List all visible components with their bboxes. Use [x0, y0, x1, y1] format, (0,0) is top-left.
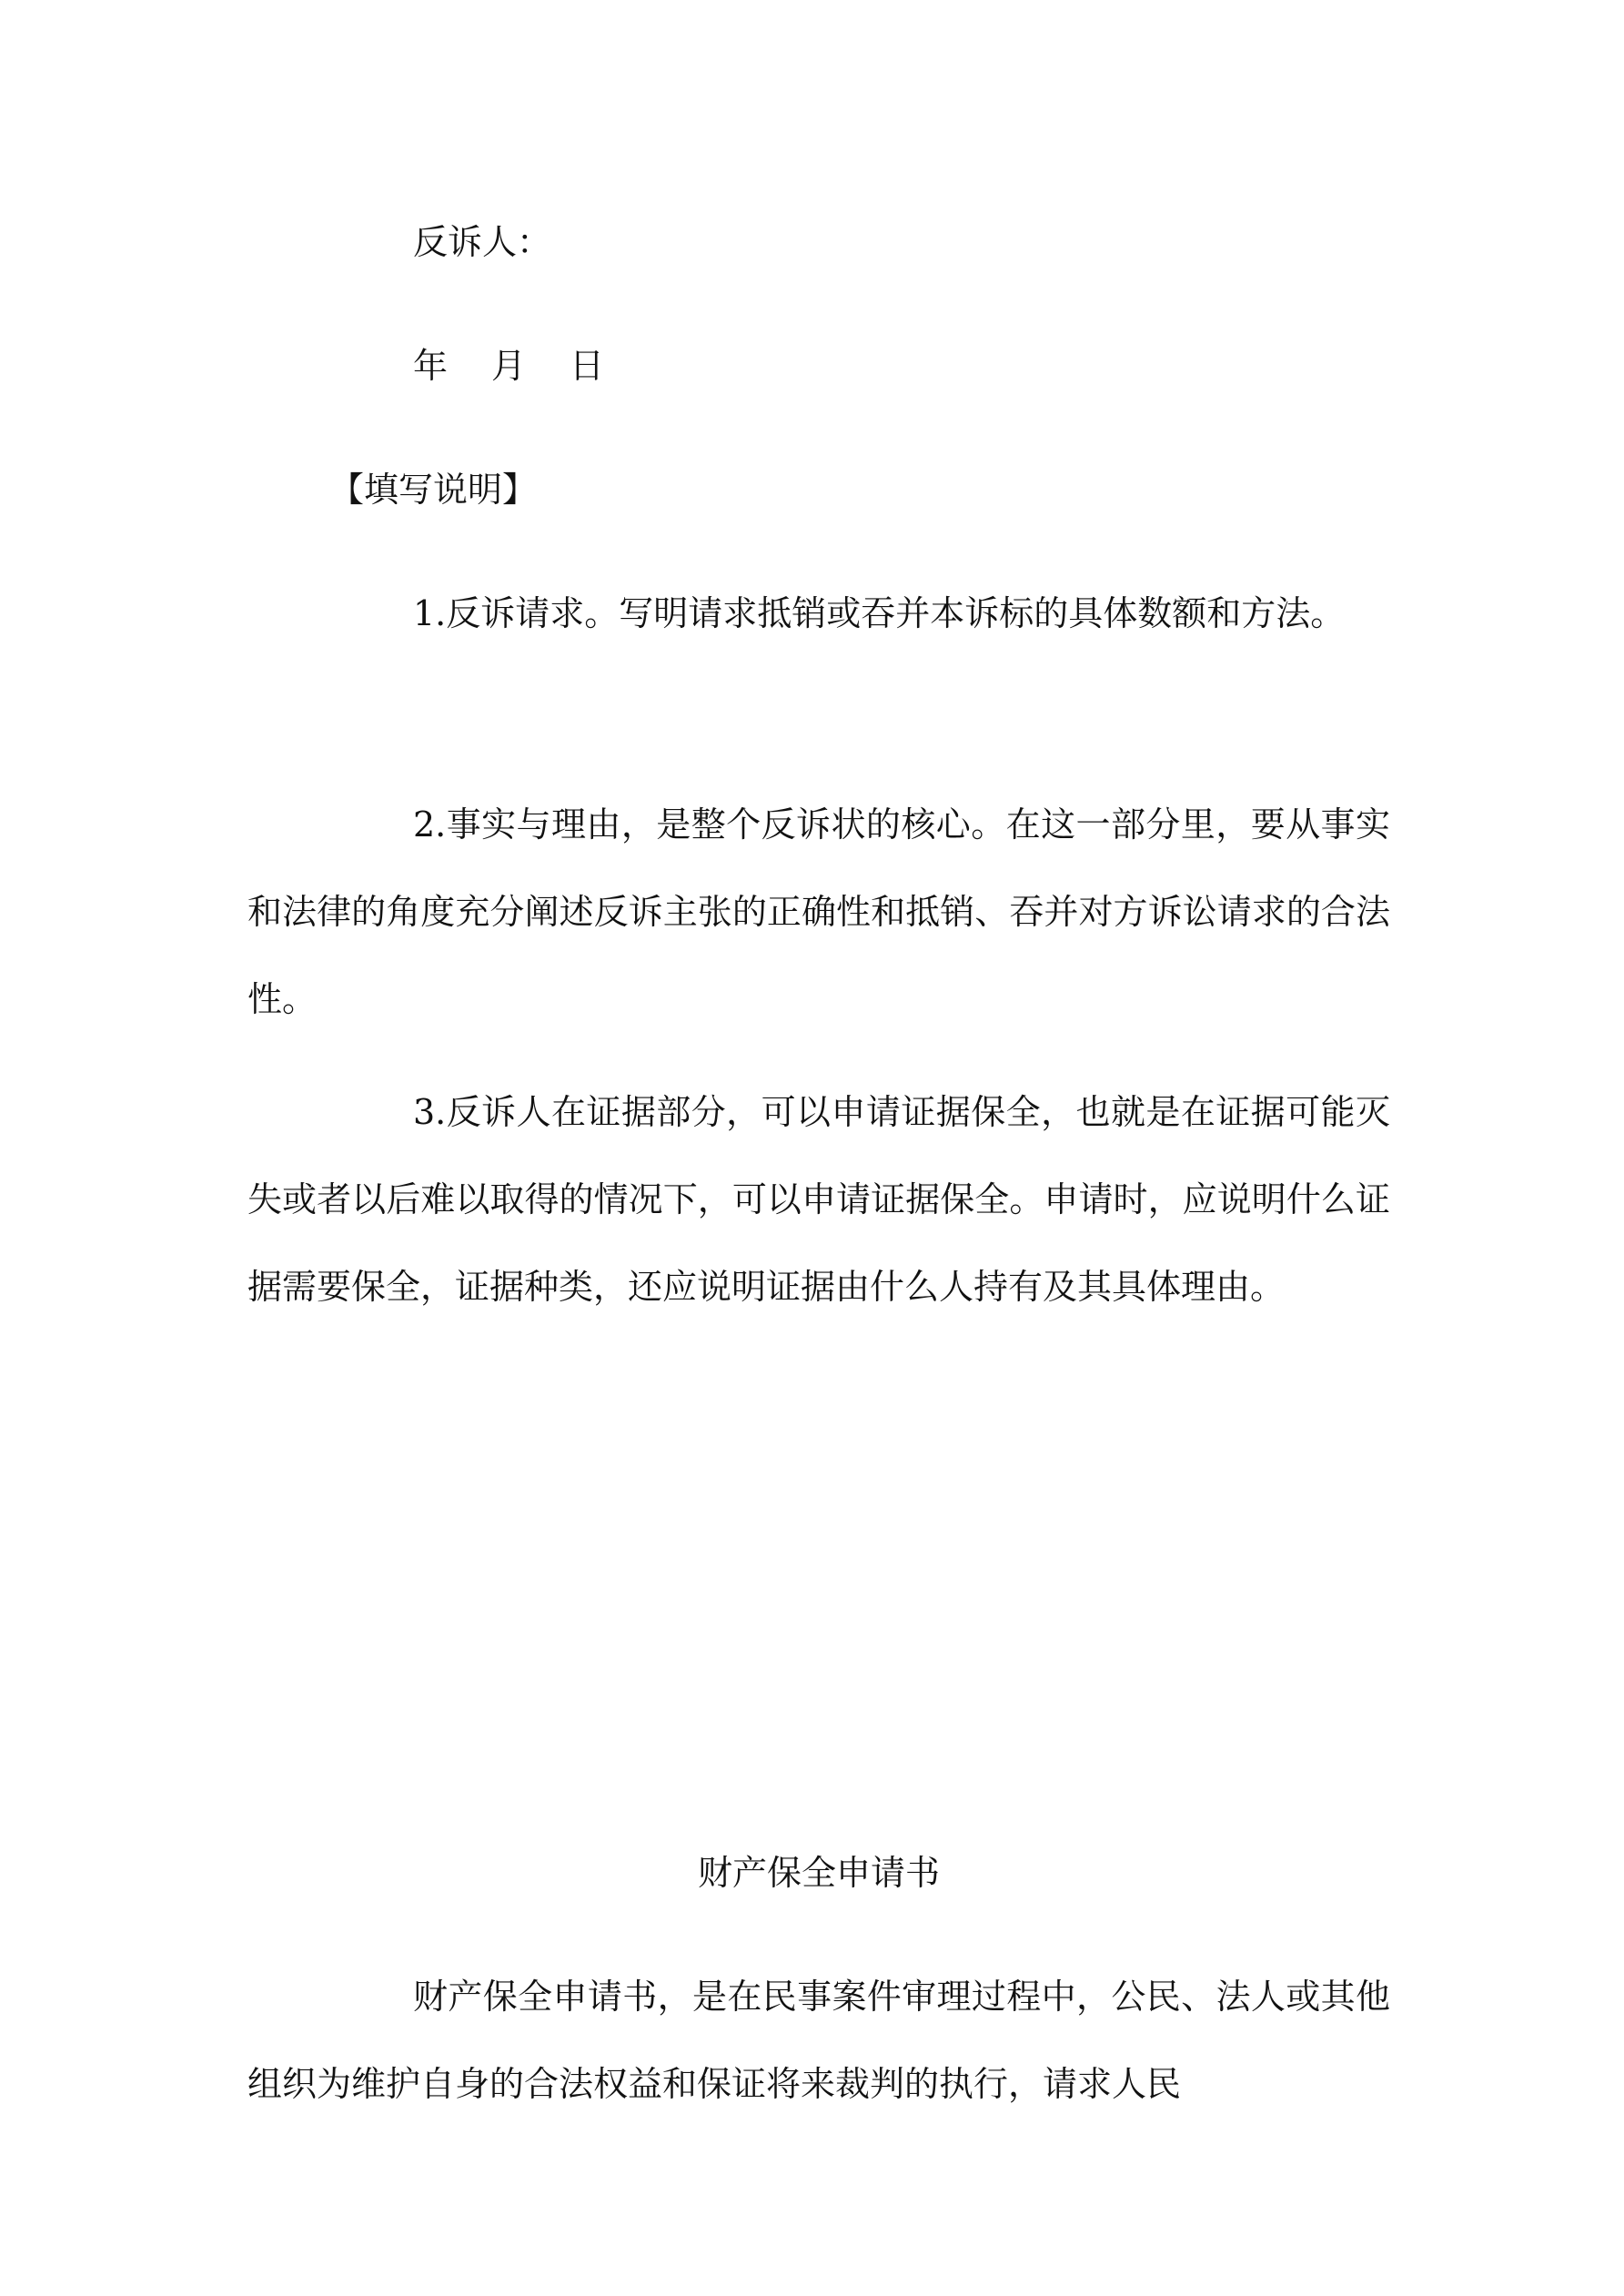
year-label: 年 — [413, 346, 449, 386]
section-intro-paragraph: 财产保全申请书，是在民事案件审理过程中，公民、法人或其他组织为维护自身的合法权益和保证将来裁判的执行，请求人民 — [247, 1977, 1390, 2104]
date-line — [413, 322, 604, 410]
counterclaimant-signature-label: 反诉人： — [413, 222, 552, 262]
instruction-item-2: 2.事实与理由，是整个反诉状的核心。在这一部分里，要从事实和法律的角度充分阐述反诉主张的正确性和抵销、吞并对方诉讼请求的合法性。 — [247, 804, 1390, 1019]
fill-instructions-heading: 【填写说明】 — [329, 470, 538, 510]
day-label: 日 — [570, 346, 605, 386]
instruction-item-1: 1.反诉请求。写明请求抵销或吞并本诉标的具体数额和方法。 — [413, 593, 1346, 633]
month-label: 月 — [491, 346, 527, 386]
instruction-item-3: 3.反诉人在证据部分，可以申请证据保全，也就是在证据可能灭失或者以后难以取得的情况下，可以申请证据保全。申请时，应说明什么证据需要保全，证据种类，还应说明证据由什么人持有及其具体理由。 — [247, 1092, 1390, 1307]
section-title: 财产保全申请书 — [697, 1853, 940, 1893]
